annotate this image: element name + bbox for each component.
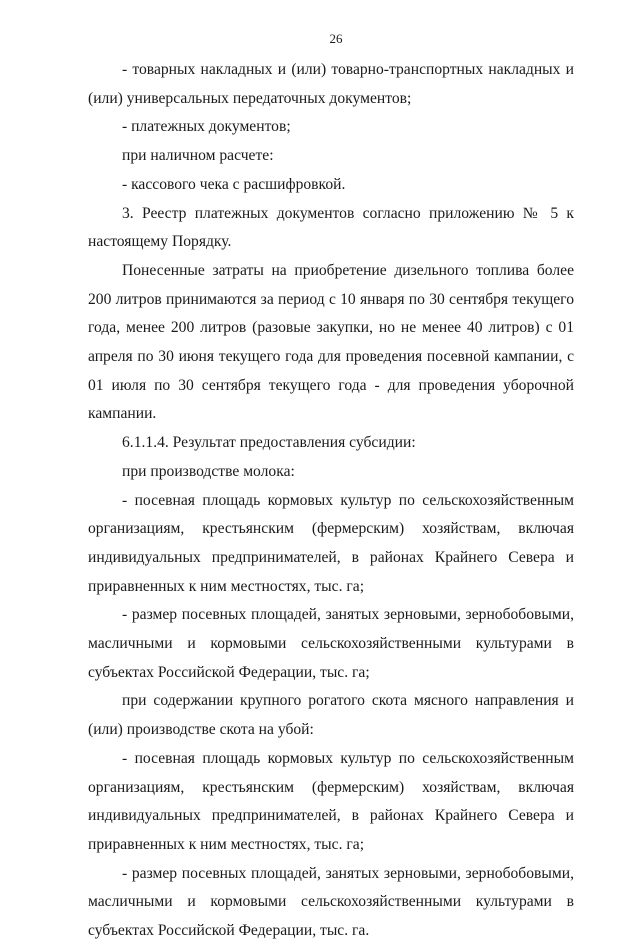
paragraph-beef-cattle: при содержании крупного рогатого скота мясного направления и (или) производстве скота на убой: — [88, 692, 574, 739]
paragraph-waybills: - товарных накладных и (или) товарно-транспортных накладных и (или) универсальных передаточных документов; — [88, 61, 574, 107]
paragraph-diesel-costs: Понесенные затраты на приобретение дизельного топлива более 200 литров принимаются за период с 10 января по 30 сентября текущего года, менее 200 литров (разовые закупки, но не менее 40 литров) с 01 апреля по 30 июня текущего года для проведения посевной кампании, с 01 июля по 30 сентября текущего года - для проведения уборочной кампании. — [88, 261, 574, 423]
paragraph-sown-area-1: - размер посевных площадей, занятых зерновыми, зернобобовыми, масличными и кормовыми сельскохозяйственными культурами в субъектах Российской Федерации, тыс. га; — [88, 606, 574, 681]
paragraph-cash-receipt: - кассового чека с расшифровкой. — [122, 175, 346, 193]
paragraph-forage-area-1: - посевная площадь кормовых культур по сельскохозяйственным организациям, крестьянским (фермерским) хозяйствам, включая индивидуальных предпринимателей, в районах Крайнего Севера и приравненных к ним местностях, тыс. га; — [88, 491, 574, 595]
paragraph-cash-payment: при наличном расчете: — [122, 147, 274, 165]
page-number: 26 — [329, 31, 343, 46]
paragraph-payment-registry: 3. Реестр платежных документов согласно приложению № 5 к настоящему Порядку. — [88, 204, 574, 251]
paragraph-sown-area-2: - размер посевных площадей, занятых зерновыми, зернобобовыми, масличными и кормовыми сельскохозяйственными культурами в субъектах Российской Федерации, тыс. га. — [88, 864, 574, 940]
paragraph-payment-docs: - платежных документов; — [122, 118, 291, 136]
paragraph-forage-area-2: - посевная площадь кормовых культур по сельскохозяйственным организациям, крестьянским (фермерским) хозяйствам, включая индивидуальных предпринимателей, в районах Крайнего Севера и приравненных к ним местностях, тыс. га; — [88, 749, 574, 853]
paragraph-subsidy-result: 6.1.1.4. Результат предоставления субсидии: — [122, 434, 416, 452]
paragraph-milk-production: при производстве молока: — [122, 462, 295, 480]
